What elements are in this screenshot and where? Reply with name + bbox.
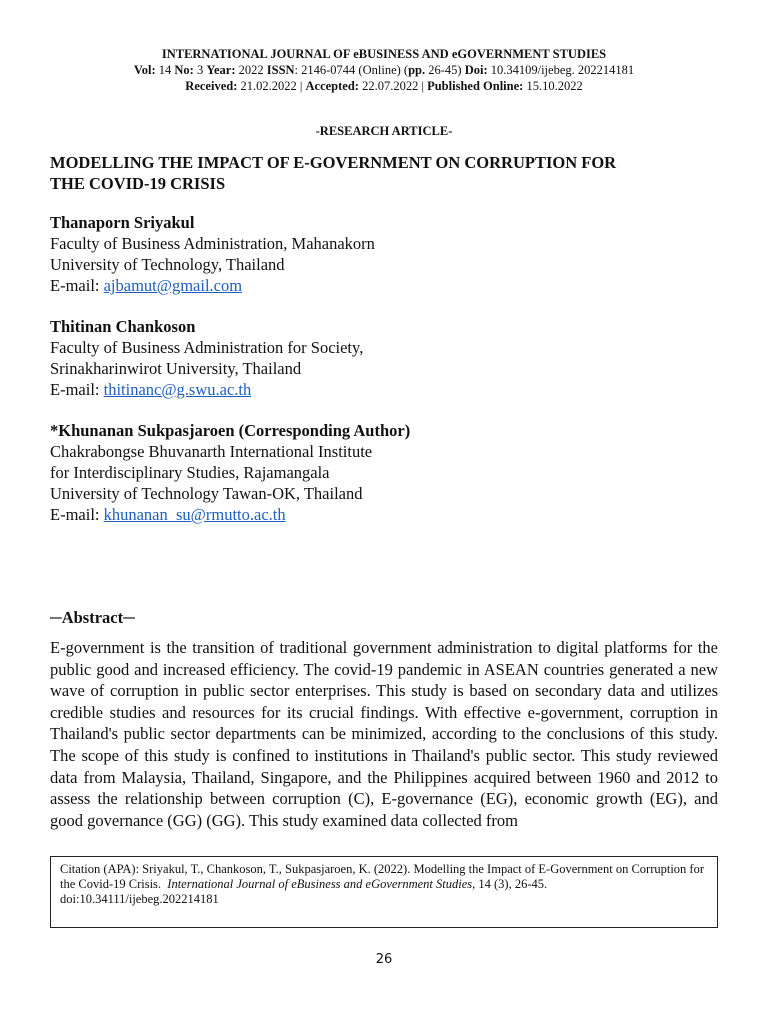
citation-journal: International Journal of eBusiness and eGovernment Studies, xyxy=(167,877,476,891)
author-name: *Khunanan Sukpasjaroen (Corresponding Author) xyxy=(50,421,411,440)
page-number: 26 xyxy=(375,952,393,967)
abstract-text: E-government is the transition of traditional government administration to digital platforms for the public good and increased efficiency. The covid-19 pandemic in ASEAN countries generated a new wave of corruption in public sector enterprises. This study is based on secondary data and utilizes credible studies and resources for its crucial findings. With effective e-government, corruption in Thailand's public sector departments can be minimized, according to the conclusions of this study. The scope of this study is confined to institutions in Thailand's public sector. This study reviewed data from Malaysia, Thailand, Singapore, and the Philippines acquired between 1960 and 2012 to assess the relationship between corruption (C), E-governance (EG), economic growth (EG), and good governance (GG) (GG). This study examined data collected from xyxy=(50,638,718,830)
author-block: Thitinan Chankoson Faculty of Business Administration for Society, Srinakharinwirot University, Thailand E-mail: thitinanc@g.swu.ac.th xyxy=(50,316,730,400)
journal-header xyxy=(0,46,768,94)
author-affiliation: Faculty of Business Administration for Society, xyxy=(50,338,364,357)
journal-issue-line: Vol: 14 No: 3 Year: 2022 ISSN: 2146-0744 (Online) (pp. 26-45) Doi: 10.34109/ijebeg. 202214181 xyxy=(133,63,635,77)
paper-title: MODELLING THE IMPACT OF E-GOVERNMENT ON CORRUPTION FOR THE COVID-19 CRISIS xyxy=(50,153,617,193)
citation-box: Citation (APA): Sriyakul, T., Chankoson, T., Sukpasjaroen, K. (2022). Modelling the Impact of E-Government on Corruption for the Covid-19 Crisis. International Journal of eBusiness and eGovernment Studies, 14 (3), 26-45. doi:10.34111/ijebeg.202214181 xyxy=(50,856,718,928)
author-block: Thanaporn Sriyakul Faculty of Business Administration, Mahanakorn University of Technology, Thailand E-mail: ajbamut@gmail.com xyxy=(50,212,730,296)
author-block: *Khunanan Sukpasjaroen (Corresponding Author) Chakrabongse Bhuvanarth International Institute for Interdisciplinary Studies, Rajamangala University of Technology Tawan-OK, Thailand E-mail: khunanan_su@rmutto.ac.th xyxy=(50,420,730,525)
author-email-link[interactable]: thitinanc@g.swu.ac.th xyxy=(103,380,252,399)
author-email-link[interactable]: khunanan_su@rmutto.ac.th xyxy=(103,505,286,524)
author-email-link[interactable]: ajbamut@gmail.com xyxy=(103,276,243,295)
citation-text: Citation (APA): Sriyakul, T., Chankoson, T., Sukpasjaroen, K. (2022). Modelling the Impact of E-Government on Corruption for the Covid-19 Crisis. xyxy=(60,862,705,891)
author-affiliation: University of Technology, Thailand xyxy=(50,255,285,274)
article-type: -RESEARCH ARTICLE- xyxy=(315,124,453,138)
abstract-heading: ─Abstract─ xyxy=(50,608,135,627)
journal-dates-line: Received: 21.02.2022 | Accepted: 22.07.2022 | Published Online: 15.10.2022 xyxy=(185,79,583,93)
doi-value: 10.34109/ijebeg. 202214181 xyxy=(490,63,635,77)
author-name: Thitinan Chankoson xyxy=(50,317,196,336)
journal-title: INTERNATIONAL JOURNAL OF eBUSINESS AND eGOVERNMENT STUDIES xyxy=(161,47,607,61)
author-name: Thanaporn Sriyakul xyxy=(50,213,195,232)
citation-doi: doi:10.34111/ijebeg.202214181 xyxy=(60,892,219,906)
author-affiliation: University of Technology Tawan-OK, Thailand xyxy=(50,484,363,503)
author-affiliation: Srinakharinwirot University, Thailand xyxy=(50,359,302,378)
author-affiliation: for Interdisciplinary Studies, Rajamangala xyxy=(50,463,330,482)
author-affiliation: Chakrabongse Bhuvanarth International Institute xyxy=(50,442,373,461)
author-affiliation: Faculty of Business Administration, Mahanakorn xyxy=(50,234,375,253)
